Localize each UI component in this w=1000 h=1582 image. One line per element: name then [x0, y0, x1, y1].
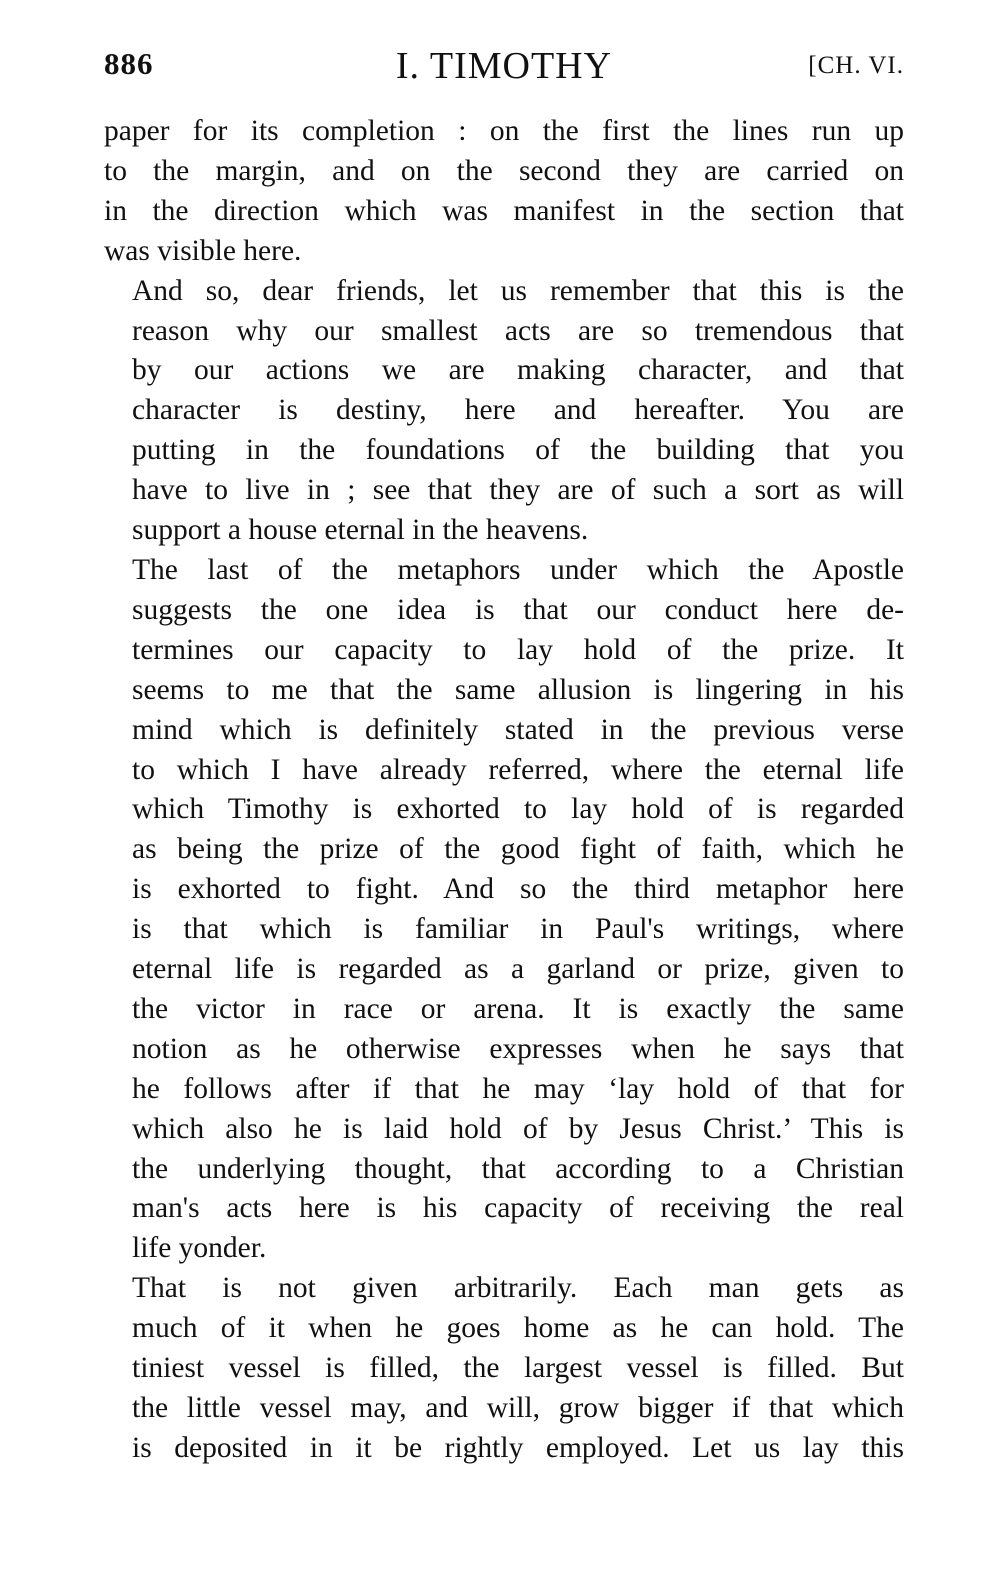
text-line: And so, dear friends, let us remember that this is the [132, 274, 904, 307]
text-line: mind which is definitely stated in the previous verse [132, 713, 904, 746]
text-line: eternal life is regarded as a garland or prize, given to [132, 953, 904, 986]
text-line: life yonder. [132, 1232, 267, 1265]
text-line: paper for its completion : on the first the lines run up [104, 115, 904, 147]
running-head [104, 40, 904, 96]
text-line: tiniest vessel is filled, the largest vessel is filled. But [132, 1352, 904, 1385]
book-title: I. TIMOTHY [395, 45, 613, 87]
page-number: 886 [104, 46, 154, 81]
text-line: he follows after if that he may ‘lay hold of that for [132, 1072, 904, 1105]
text-line: the little vessel may, and will, grow bigger if that which [132, 1392, 904, 1424]
text-line: by our actions we are making character, and that [132, 354, 904, 387]
text-line: to the margin, and on the second they are carried on [104, 154, 904, 187]
text-line: which also he is laid hold of by Jesus Christ.’ This is [132, 1112, 904, 1145]
text-line: is deposited in it be rightly employed. Let us lay this [132, 1431, 904, 1464]
chapter-reference: [CH. VI. [808, 52, 904, 79]
text-line: to which I have already referred, where the eternal life [132, 753, 904, 786]
text-line: which Timothy is exhorted to lay hold of is regarded [132, 793, 904, 826]
paragraph-3 [104, 551, 904, 1269]
body-text [104, 112, 904, 1469]
paragraph-2 [104, 272, 904, 551]
text-line: seems to me that the same allusion is lingering in his [132, 673, 904, 706]
text-line: character is destiny, here and hereafter. You are [132, 394, 904, 427]
text-line: was visible here. [104, 234, 302, 267]
text-line: support a house eternal in the heavens. [132, 514, 589, 547]
text-line: The last of the metaphors under which the Apostle [132, 553, 904, 586]
text-line: the underlying thought, that according to a Christian [132, 1152, 904, 1185]
text-line: the victor in race or arena. It is exactly the same [132, 992, 904, 1025]
text-line: reason why our smallest acts are so tremendous that [132, 314, 904, 347]
text-line: man's acts here is his capacity of receiving the real [132, 1192, 904, 1225]
text-line: That is not given arbitrarily. Each man gets as [132, 1272, 904, 1305]
text-line: as being the prize of the good fight of faith, which he [132, 833, 904, 866]
paragraph-1 [104, 112, 904, 272]
text-line: is that which is familiar in Paul's writings, where [132, 913, 904, 946]
text-line: have to live in ; see that they are of such a sort as will [132, 474, 904, 507]
text-line: much of it when he goes home as he can hold. The [132, 1312, 904, 1345]
text-line: termines our capacity to lay hold of the prize. It [132, 633, 904, 666]
text-line: suggests the one idea is that our conduct here de- [132, 593, 904, 626]
text-line: in the direction which was manifest in the section that [104, 194, 904, 227]
text-line: is exhorted to fight. And so the third metaphor here [132, 873, 904, 906]
paragraph-4 [104, 1269, 904, 1469]
text-line: notion as he otherwise expresses when he says that [132, 1032, 904, 1065]
book-page [104, 40, 904, 1469]
text-line: putting in the foundations of the building that you [132, 434, 904, 467]
